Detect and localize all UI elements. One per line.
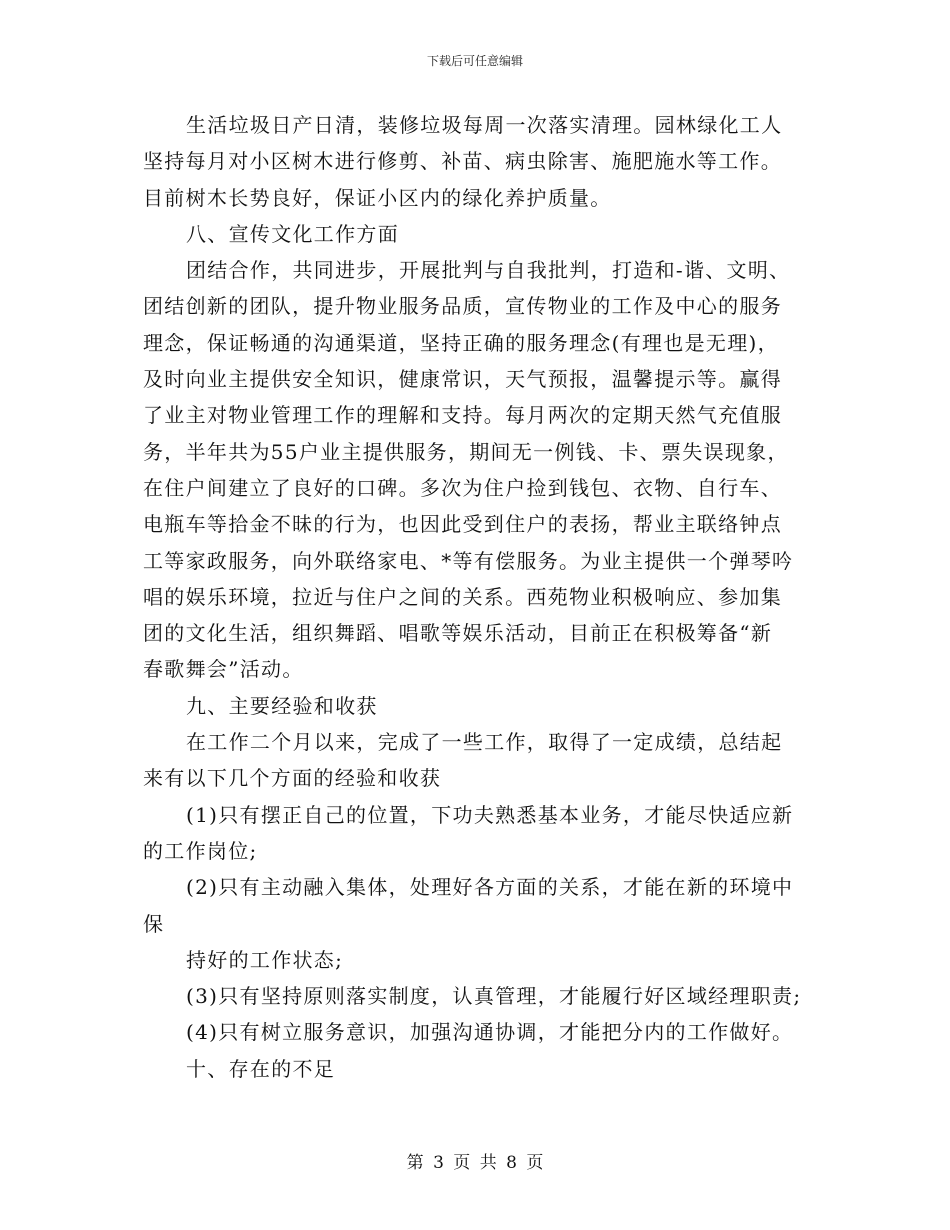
text-line: 了业主对物业管理工作的理解和支持。每月两次的定期天然气充值服 bbox=[143, 403, 782, 428]
text-line: 春歌舞会”活动。 bbox=[143, 657, 304, 682]
text-line: 团结合作，共同进步，开展批判与自我批判，打造和-谐、文明、 bbox=[186, 258, 791, 283]
text-line: 来有以下几个方面的经验和收获 bbox=[143, 766, 442, 791]
list-item: (3)只有坚持原则落实制度，认真管理，才能履行好区域经理职责; bbox=[186, 984, 802, 1009]
list-item: (2)只有主动融入集体，处理好各方面的关系，才能在新的环境中 bbox=[186, 875, 794, 900]
text-line: 在住户间建立了良好的口碑。多次为住户捡到钱包、衣物、自行车、 bbox=[143, 475, 782, 500]
text-line: 生活垃圾日产日清，装修垃圾每周一次落实清理。园林绿化工人 bbox=[186, 113, 783, 137]
document-body bbox=[143, 107, 813, 1087]
list-item: (1)只有摆正自己的位置，下功夫熟悉基本业务，才能尽快适应新 bbox=[186, 802, 794, 827]
page-header: 下载后可任意编辑 bbox=[426, 54, 523, 68]
text-line: 团结创新的团队，提升物业服务品质，宣传物业的工作及中心的服务 bbox=[143, 294, 782, 319]
text-line: 及时向业主提供安全知识，健康常识，天气预报，温馨提示等。赢得 bbox=[143, 367, 782, 392]
text-line: 理念，保证畅通的沟通渠道，坚持正确的服务理念(有理也是无理)， bbox=[143, 330, 779, 355]
section-heading: 八、宣传文化工作方面 bbox=[186, 221, 399, 246]
text-line: 坚持每月对小区树木进行修剪、补苗、病虫除害、施肥施水等工作。 bbox=[143, 149, 782, 174]
section-heading: 九、主要经验和收获 bbox=[186, 693, 378, 718]
text-line: 工等家政服务，向外联络家电、*等有偿服务。为业主提供一个弹琴吟 bbox=[143, 548, 794, 573]
section-heading: 十、存在的不足 bbox=[186, 1056, 336, 1081]
text-line: 唱的娱乐环境，拉近与住户之间的关系。西苑物业积极响应、参加集 bbox=[143, 584, 782, 609]
text-line: 的工作岗位; bbox=[143, 838, 258, 863]
text-line: 保 bbox=[143, 911, 165, 936]
list-item: (4)只有树立服务意识，加强沟通协调，才能把分内的工作做好。 bbox=[186, 1020, 794, 1045]
text-line: 务，半年共为55户业主提供服务，期间无一例钱、卡、票失误现象， bbox=[143, 439, 789, 464]
text-line: 目前树木长势良好，保证小区内的绿化养护质量。 bbox=[143, 185, 612, 210]
text-line: 团的文化生活，组织舞蹈、唱歌等娱乐活动，目前正在积极筹备“新 bbox=[143, 621, 773, 646]
text-line: 持好的工作状态; bbox=[186, 947, 344, 972]
page-number: 第 3 页 共 8 页 bbox=[406, 1153, 544, 1173]
text-line: 电瓶车等拾金不昧的行为，也因此受到住户的表扬，帮业主联络钟点 bbox=[143, 512, 782, 537]
text-line: 在工作二个月以来，完成了一些工作，取得了一定成绩，总结起 bbox=[186, 730, 783, 755]
